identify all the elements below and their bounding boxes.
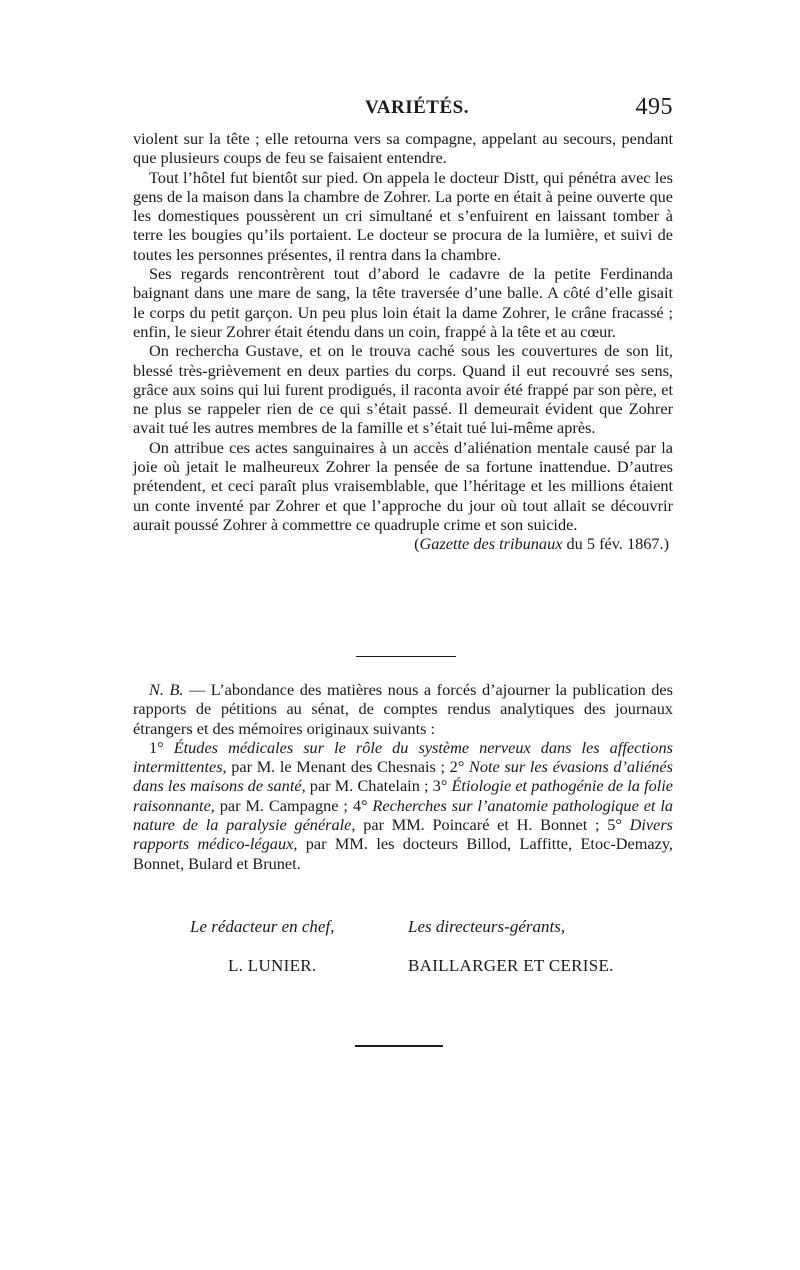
end-divider xyxy=(355,1045,443,1047)
list-item: 1° Études médicales sur le rôle du système nerveux dans les affections intermittentes, par M. le Menant des Chesnais ; xyxy=(133,737,673,777)
paragraph: On rechercha Gustave, et on le trouva caché sous les couvertures de son lit, blessé très-grièvement en deux parties du corps. Quand il eut recouvré ses sens, grâce aux soins qui lui furent prodigués, il raconta avoir été frappé par son père, et ne plus se rappeler rien de ce qui s’était passé. Il demeurait évident que Zohrer avait tué les autres membres de la famille et s’était tué lui-même après. xyxy=(133,341,673,438)
paragraph: Ses regards rencontrèrent tout d’abord le cadavre de la petite Ferdinanda baignant dans une mare de sang, la tête traversée d’une balle. A côté d’elle gisait le corps du petit garçon. Un peu plus loin était la dame Zohrer, le crâne fracassé ; enfin, le sieur Zohrer était étendu dans un coin, frappé à la tête et au cœur. xyxy=(133,264,673,341)
citation xyxy=(133,534,673,553)
note-items xyxy=(133,738,673,873)
editorial-note xyxy=(133,680,673,873)
article-body xyxy=(133,129,673,554)
running-title: VARIÉTÉS. xyxy=(365,97,469,118)
page-number: 495 xyxy=(635,94,673,120)
note-label: N. B. xyxy=(149,680,184,699)
paragraph: On attribue ces actes sanguinaires à un accès d’aliénation mentale causé par la joie où jetait le malheureux Zohrer la pensée de sa fortune inattendue. D’autres prétendent, et ceci paraît plus vraisemblable, que l’héritage et les millions étaient un conte inventé par Zohrer et que l’approche du jour où tout allait se découvrir aurait poussé Zohrer à commettre ce quadruple crime et son suicide. xyxy=(133,437,673,534)
note-intro: N. B. — L’abondance des matières nous a forcés d’ajourner la publication des rapports de pétitions au sénat, de comptes rendus analytiques des journaux étrangers et des mémoires originaux suivants : xyxy=(133,680,673,738)
list-item: 2° Note sur les évasions d’aliénés dans les maisons de santé, par M. Chatelain ; xyxy=(133,757,673,796)
list-item: 3° Étiologie et pathogénie de la folie raisonnante, par M. Campagne ; xyxy=(133,776,674,815)
list-item: 5° Divers rapports médico-légaux, par MM. les docteurs Billod, Laffitte, Etoc-Demazy, Bonnet, Bulard et Brunet. xyxy=(133,815,673,873)
directors-names: BAILLARGER ET CERISE. xyxy=(408,956,614,975)
section-divider xyxy=(356,656,456,657)
paragraph: Tout l’hôtel fut bientôt sur pied. On appela le docteur Distt, qui pénétra avec les gens de la maison dans la chambre de Zohrer. La porte en était à peine ouverte que les domestiques poussèrent un cri simultané et s’enfuirent en laissant tomber à terre les bougies qu’ils portaient. Le docteur se procura de la lumière, et suivi de toutes les personnes présentes, il rentra dans la chambre. xyxy=(133,167,673,264)
editor-name: L. LUNIER. xyxy=(228,956,317,975)
paragraph: violent sur la tête ; elle retourna vers sa compagne, appelant au secours, pendant que plusieurs coups de feu se faisaient entendre. xyxy=(133,129,673,168)
editor-title: Le rédacteur en chef, xyxy=(190,917,335,936)
page-header xyxy=(133,94,673,123)
directors-title: Les directeurs-gérants, xyxy=(408,917,566,936)
citation-source: Gazette des tribunaux xyxy=(419,534,563,554)
citation-date: du 5 fév. 1867.) xyxy=(562,534,669,554)
list-item: 4° Recherches sur l’anatomie pathologique et la nature de la paralysie générale, par MM. Poincaré et H. Bonnet ; xyxy=(133,795,674,835)
citation-open: ( xyxy=(414,534,420,554)
